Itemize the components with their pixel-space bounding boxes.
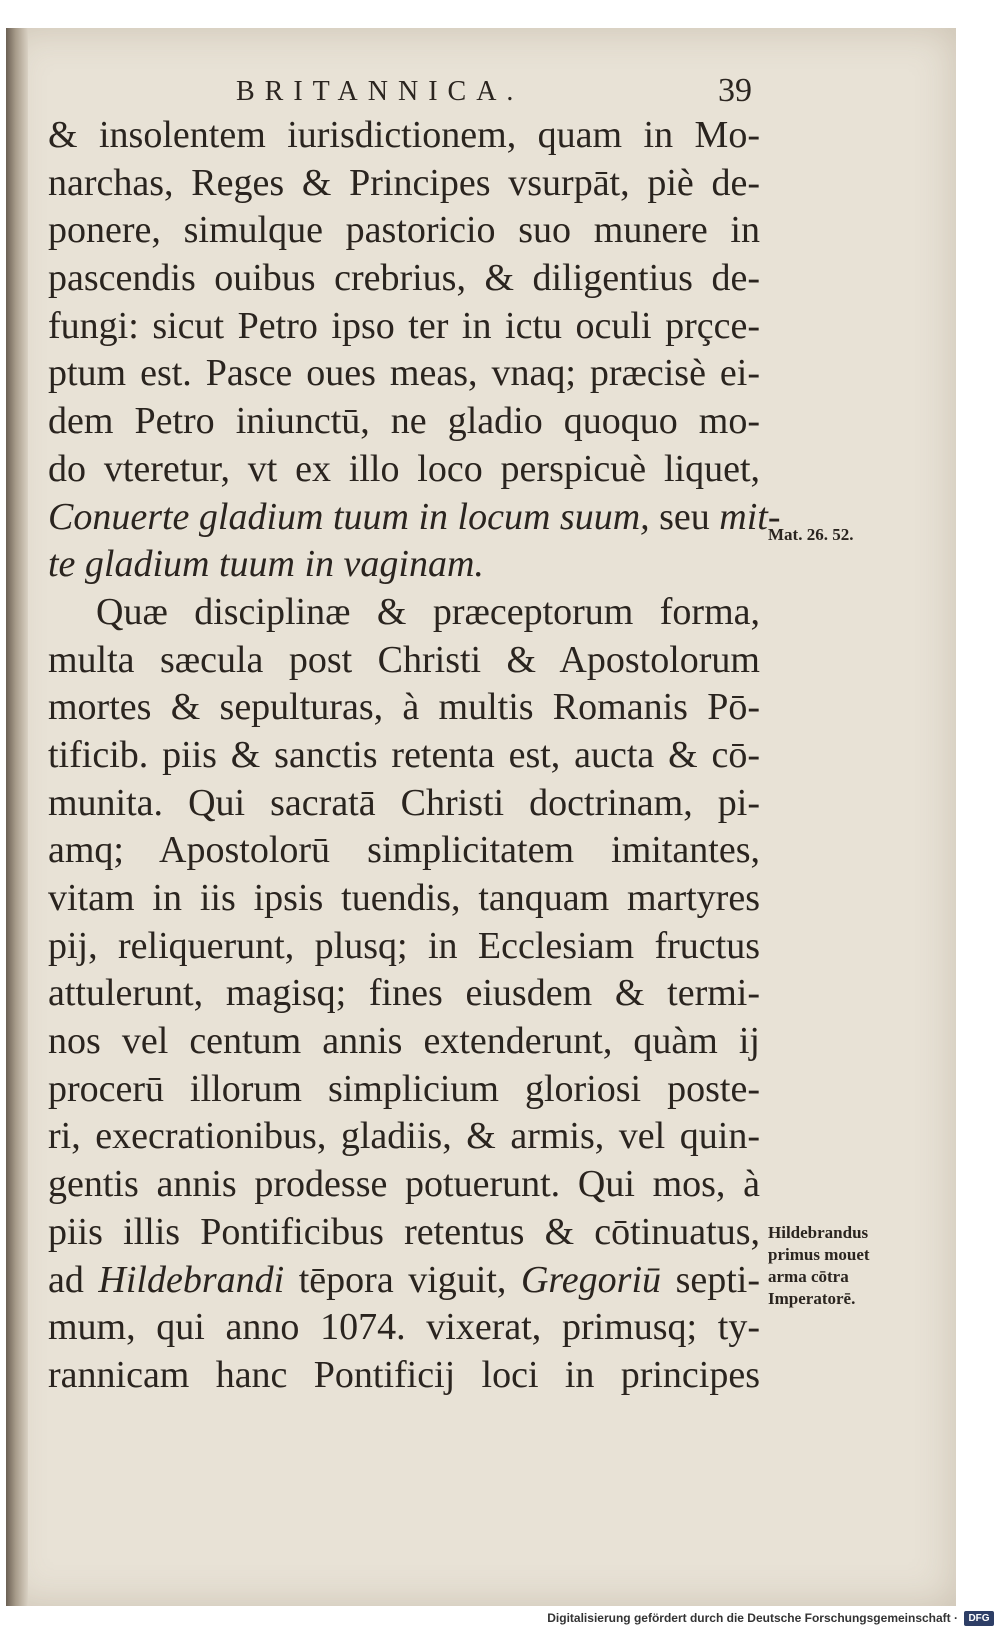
- page-number: 39: [718, 72, 752, 109]
- text-line: [48, 1209, 760, 1257]
- text-line: [48, 923, 760, 971]
- text-line: [48, 684, 760, 732]
- italic-text: Gregoriū: [520, 1258, 662, 1301]
- text-segment: gentis annis prodesse potuerunt. Qui mos, à: [48, 1163, 760, 1206]
- text-segment: & insolentem iurisdictionem, quam in Mo-: [48, 114, 760, 156]
- text-segment: ad: [48, 1258, 99, 1301]
- text-line: [48, 350, 760, 398]
- text-segment: attulerunt, magisq; fines eiusdem & termi-: [48, 972, 760, 1015]
- text-segment: tificib. piis & sanctis retenta est, aucta & cō-: [48, 733, 760, 776]
- text-line: [48, 1161, 760, 1209]
- text-line: [48, 970, 760, 1018]
- text-line: [48, 732, 760, 780]
- text-segment: fungi: sicut Petro ipso ter in ictu oculi prçce-: [48, 304, 760, 347]
- text-segment: dem Petro iniunctū, ne gladio quoquo mo-: [48, 400, 760, 443]
- text-segment: do vteretur, vt ex illo loco perspicuè liquet,: [48, 447, 760, 490]
- text-line: [48, 875, 760, 923]
- text-line: [48, 1352, 760, 1400]
- text-line: [48, 780, 760, 828]
- text-line: [48, 207, 760, 255]
- text-line: [48, 637, 760, 685]
- text-line: [48, 303, 760, 351]
- text-segment: ri, execrationibus, gladiis, & armis, vel quin-: [48, 1115, 760, 1158]
- text-line: [48, 1066, 760, 1114]
- text-segment: procerū illorum simplicium gloriosi poste-: [48, 1067, 760, 1110]
- text-line: [48, 494, 781, 542]
- book-binding-edge: [6, 28, 28, 1606]
- text-line: [48, 160, 760, 208]
- text-segment: pascendis ouibus crebrius, & diligentius de-: [48, 257, 760, 300]
- margin-note-hildebrand: Hildebrandus primus mouet arma cōtra Imperatorē.: [768, 1223, 870, 1308]
- digitization-footer: [0, 1608, 1000, 1630]
- footer-credit: Digitalisierung gefördert durch die Deutsche Forschungsgemeinschaft ·: [547, 1611, 958, 1625]
- text-segment: mum, qui anno 1074. vixerat, primusq; ty-: [48, 1306, 760, 1349]
- text-segment: amq; Apostolorū simplicitatem imitantes,: [48, 829, 760, 872]
- text-segment: ptum est. Pasce oues meas, vnaq; præcisè ei-: [48, 352, 760, 395]
- margin-note-scripture-ref: Mat. 26. 52.: [768, 525, 854, 544]
- text-line: [48, 255, 760, 303]
- text-segment: mortes & sepulturas, à multis Romanis Pō-: [48, 686, 760, 729]
- text-segment: nos vel centum annis extenderunt, quàm ij: [48, 1020, 760, 1063]
- text-segment: munita. Qui sacratā Christi doctrinam, pi-: [48, 781, 760, 824]
- text-segment: narchas, Reges & Principes vsurpāt, piè de-: [48, 161, 760, 204]
- dfg-logo: DFG: [964, 1611, 994, 1626]
- text-segment: septi-: [661, 1258, 760, 1301]
- text-line: [48, 112, 760, 160]
- italic-text: Hildebrandi: [98, 1258, 285, 1301]
- body-text: [48, 112, 781, 1400]
- text-line: [48, 1018, 760, 1066]
- running-head: [0, 72, 950, 116]
- text-segment: tēpora viguit,: [284, 1258, 521, 1301]
- italic-text: te gladium tuum in vaginam.: [48, 543, 484, 586]
- text-line: [48, 1113, 760, 1161]
- text-segment: piis illis Pontificibus retentus & cōtinuatus,: [48, 1210, 760, 1253]
- text-line: [48, 589, 760, 637]
- text-segment: seu: [649, 495, 720, 538]
- text-segment: vitam in iis ipsis tuendis, tanquam martyres: [48, 877, 760, 919]
- text-segment: rannicam hanc Pontificij loci in principes: [48, 1353, 760, 1396]
- text-line: [48, 1257, 760, 1305]
- italic-text: mit-: [719, 495, 781, 538]
- text-line: [48, 398, 760, 446]
- italic-text: Conuerte gladium tuum in locum suum,: [48, 495, 650, 538]
- text-line: [48, 541, 760, 589]
- text-segment: ponere, simulque pastoricio suo munere in: [48, 209, 760, 252]
- text-line: [48, 827, 760, 875]
- text-line: [48, 1304, 760, 1352]
- text-segment: Quæ disciplinæ & præceptorum forma,: [96, 590, 760, 633]
- text-segment: pij, reliquerunt, plusq; in Ecclesiam fructus: [48, 924, 760, 967]
- text-line: [48, 446, 760, 494]
- running-head-title: BRITANNICA.: [236, 76, 524, 107]
- text-segment: multa sæcula post Christi & Apostolorum: [48, 638, 760, 681]
